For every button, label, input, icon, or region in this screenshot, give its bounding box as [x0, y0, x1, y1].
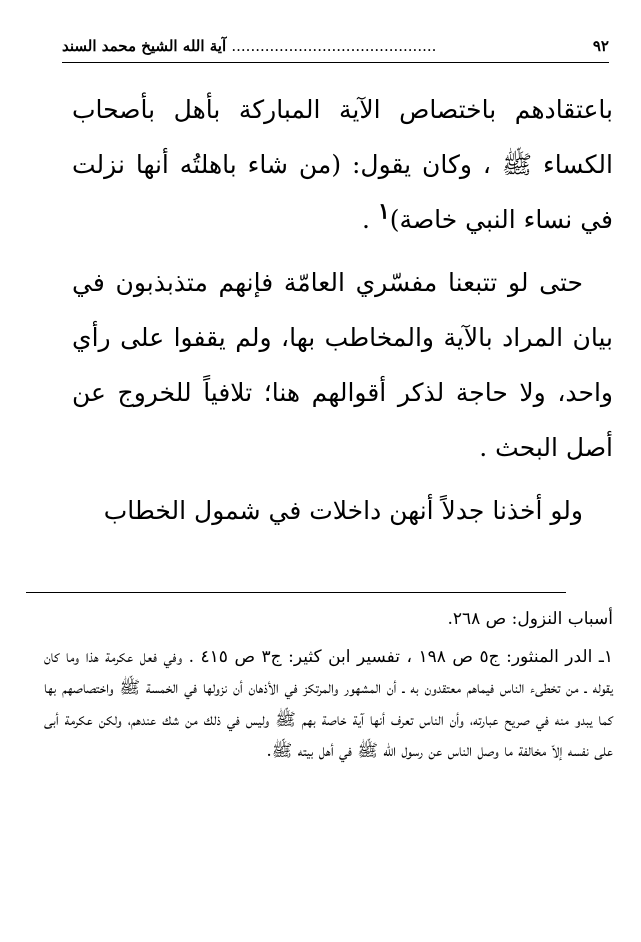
running-title: آية الله الشيخ محمد السند: [62, 37, 227, 55]
header-dots: ...........................................: [231, 37, 437, 55]
footnote-1: ١ـ الدر المنثور: ج٥ ص ١٩٨ ، تفسير ابن كثير: ج٣ ص ٤١٥ . وفي فعل عكرمة هذا وما كان يقوله ـ من تخطىء الناس فيماهم معتقدون به ـ أن المشهور والمرتكز في الأذهان أن نزولها في الخمسة ﷺ واختصاصهم بها كما يبدو منه في صريح عبارته، وأن الناس تعرف أنها آية خاصة بهم ﷺ وليس في ذلك من شك عندهم، ولكن عكرمة أبى على نفسه إلاّ مخالفة ما وصل الناس عن رسول الله ﷺ في أهل بيته ﷺ.: [44, 646, 613, 761]
footnote-marker: ١: [377, 198, 390, 225]
paragraph-2: حتى لو تتبعنا مفسّري العامّة فإنهم متذبذبون في بيان المراد بالآية والمخاطب بها، ولم يقفوا على رأي واحد، ولا حاجة لذكر أقوالهم هنا؛ تلافياً للخروج عن أصل البحث .: [72, 268, 613, 462]
footnote-prev-source: أسباب النزول: ص ٢٦٨.: [447, 609, 613, 629]
paragraph-3: ولو أخذنا جدلاً أنهن داخلات في شمول الخطاب: [103, 496, 583, 525]
footnotes: [44, 604, 613, 774]
page-header: [62, 30, 609, 63]
page-number: ٩٢: [592, 37, 609, 55]
paragraph-1: باعتقادهم باختصاص الآية المباركة بأهل بأصحاب الكساء ﷺ ، وكان يقول: (من شاء باهلتُه أنها نزلت في نساء النبي خاصة)١ .: [72, 95, 613, 234]
footnote-divider: [26, 592, 566, 593]
main-text: [72, 82, 613, 546]
